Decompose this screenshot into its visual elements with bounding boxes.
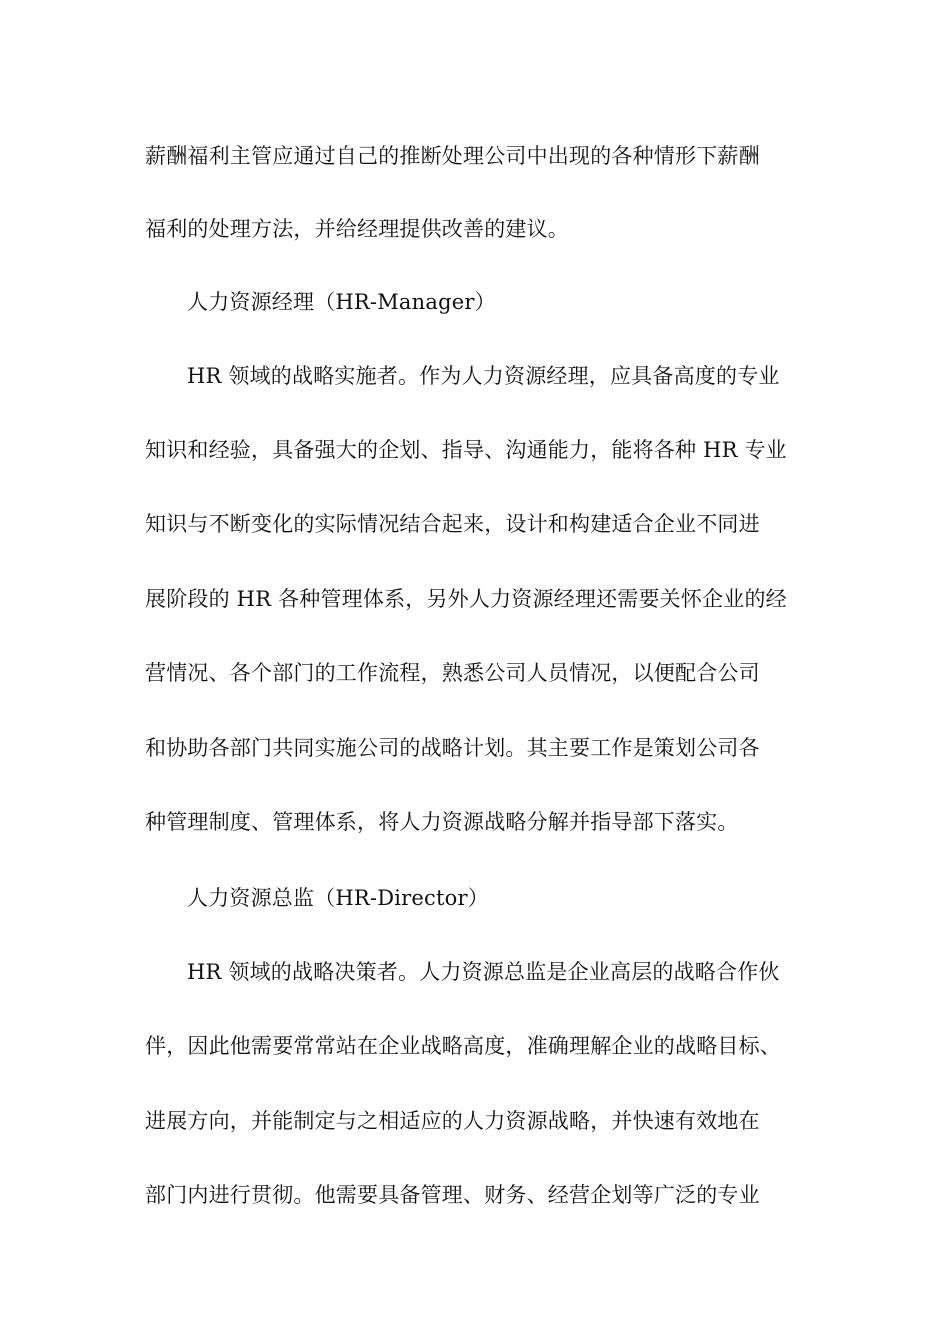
paragraph-line: HR 领域的战略决策者。人力资源总监是企业高层的战略合作伙 (187, 960, 780, 984)
paragraph-line: HR 领域的战略实施者。作为人力资源经理，应具备高度的专业 (187, 364, 780, 388)
paragraph-line: 薪酬福利主管应通过自己的推断处理公司中出现的各种情形下薪酬 (145, 144, 760, 168)
paragraph-line: 伴，因此他需要常常站在企业战略高度，准确理解企业的战略目标、 (145, 1034, 781, 1058)
section-heading-hr-director: 人力资源总监（HR-Director） (187, 886, 489, 910)
paragraph-line: 展阶段的 HR 各种管理体系，另外人力资源经理还需要关怀企业的经 (145, 587, 787, 611)
paragraph-line: 部门内进行贯彻。他需要具备管理、财务、经营企划等广泛的专业 (145, 1183, 760, 1207)
paragraph-line: 和协助各部门共同实施公司的战略计划。其主要工作是策划公司各 (145, 736, 760, 760)
paragraph-line: 营情况、各个部门的工作流程，熟悉公司人员情况，以便配合公司 (145, 661, 760, 685)
paragraph-line: 种管理制度、管理体系，将人力资源战略分解并指导部下落实。 (145, 810, 739, 834)
section-heading-hr-manager: 人力资源经理（HR-Manager） (187, 290, 496, 314)
paragraph-line: 知识与不断变化的实际情况结合起来，设计和构建适合企业不同进 (145, 512, 760, 536)
paragraph-line: 福利的处理方法，并给经理提供改善的建议。 (145, 217, 569, 241)
paragraph-line: 知识和经验，具备强大的企划、指导、沟通能力，能将各种 HR 专业 (145, 438, 787, 462)
paragraph-line: 进展方向，并能制定与之相适应的人力资源战略，并快速有效地在 (145, 1109, 760, 1133)
